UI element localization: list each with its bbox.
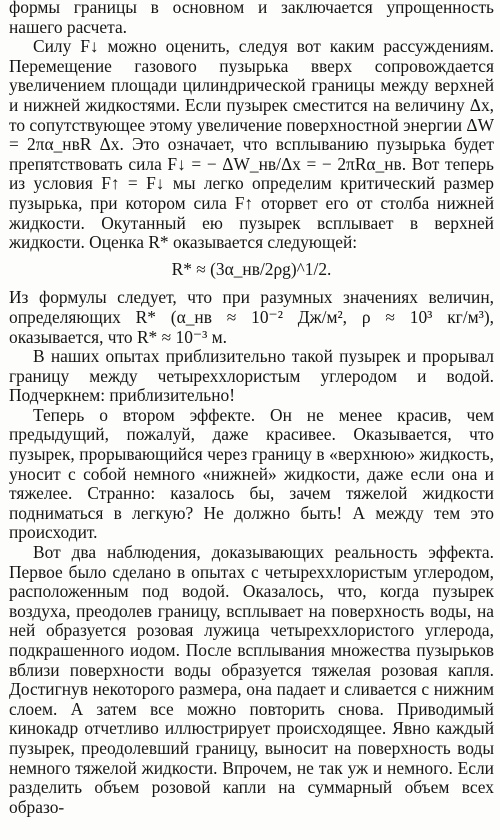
paragraph-observations: Вот два наблюдения, доказывающих реальность эффекта. Первое было сделано в опытах с четыреххлористым углеродом, расположенным под водой. Оказалось, что, когда пузырек воздуха, преодолев границу, всплывает на поверхность воды, на ней образуется розовая лужица четыреххлористого углерода, подкрашенного иодом. После всплывания множества пузырьков вблизи поверхности воды образуется тяжелая розовая капля. Достигнув некоторого размера, она падает и сливается с нижним слоем. А затем все можно повторить снова. Приводимый кинокадр отчетливо иллюстрирует происходящее. Явно каждый пузырек, преодолевший границу, выносит на поверхность воды немного тяжелой жидкости. Впрочем, не так уж и немного. Если разделить объем розовой капли на суммарный объем всех образо-: [9, 542, 494, 817]
paragraph-force-estimate: Силу F↓ можно оценить, следуя вот каким рассуждениям. Перемещение газового пузырька вверх сопровождается увеличением площади цилиндрической границы между верхней и нижней жидкостями. Если пузырек сместится на величину Δx, то сопутствующее этому увеличение поверхностной энергии ΔW = 2πα_нвR Δx. Это означает, что всплыванию пузырька будет препятствовать сила F↓ = − ΔW_нв/Δx = − 2πRα_нв. Вот теперь из условия F↑ = F↓ мы легко определим критический размер пузырька, при котором сила F↑ оторвет его от столба нижней жидкости. Окутанный ею пузырек всплывает в верхней жидкости. Оценка R* оказывается следующей:: [9, 36, 494, 253]
paragraph-fragment: формы границы в основном и заключается упрощенность нашего расчета.: [9, 0, 494, 37]
paragraph-formula-consequence: Из формулы следует, что при разумных значениях величин, определяющих R* (α_нв ≈ 10⁻² Дж/м², ρ ≈ 10³ кг/м³), оказывается, что R* ≈ 10⁻³ м.: [9, 287, 494, 347]
paragraph-second-effect: Теперь о втором эффекте. Он не менее красив, чем предыдущий, пожалуй, даже красивее. Оказывается, что пузырек, прорывающийся через границу в «верхнюю» жидкость, уносит с собой немного «нижней» жидкости, даже если она и тяжелее. Странно: казалось бы, зачем тяжелой жидкости подниматься в легкую? Не должно быть! А между тем это происходит.: [9, 404, 494, 543]
formula-critical-radius: R* ≈ (3α_нв/2ρg)^1/2.: [171, 258, 332, 279]
paragraph-experiment-note: В наших опытах приблизительно такой пузырек и прорывал границу между четыреххлористым углеродом и водой. Подчеркнем: приблизительно!: [9, 346, 494, 406]
